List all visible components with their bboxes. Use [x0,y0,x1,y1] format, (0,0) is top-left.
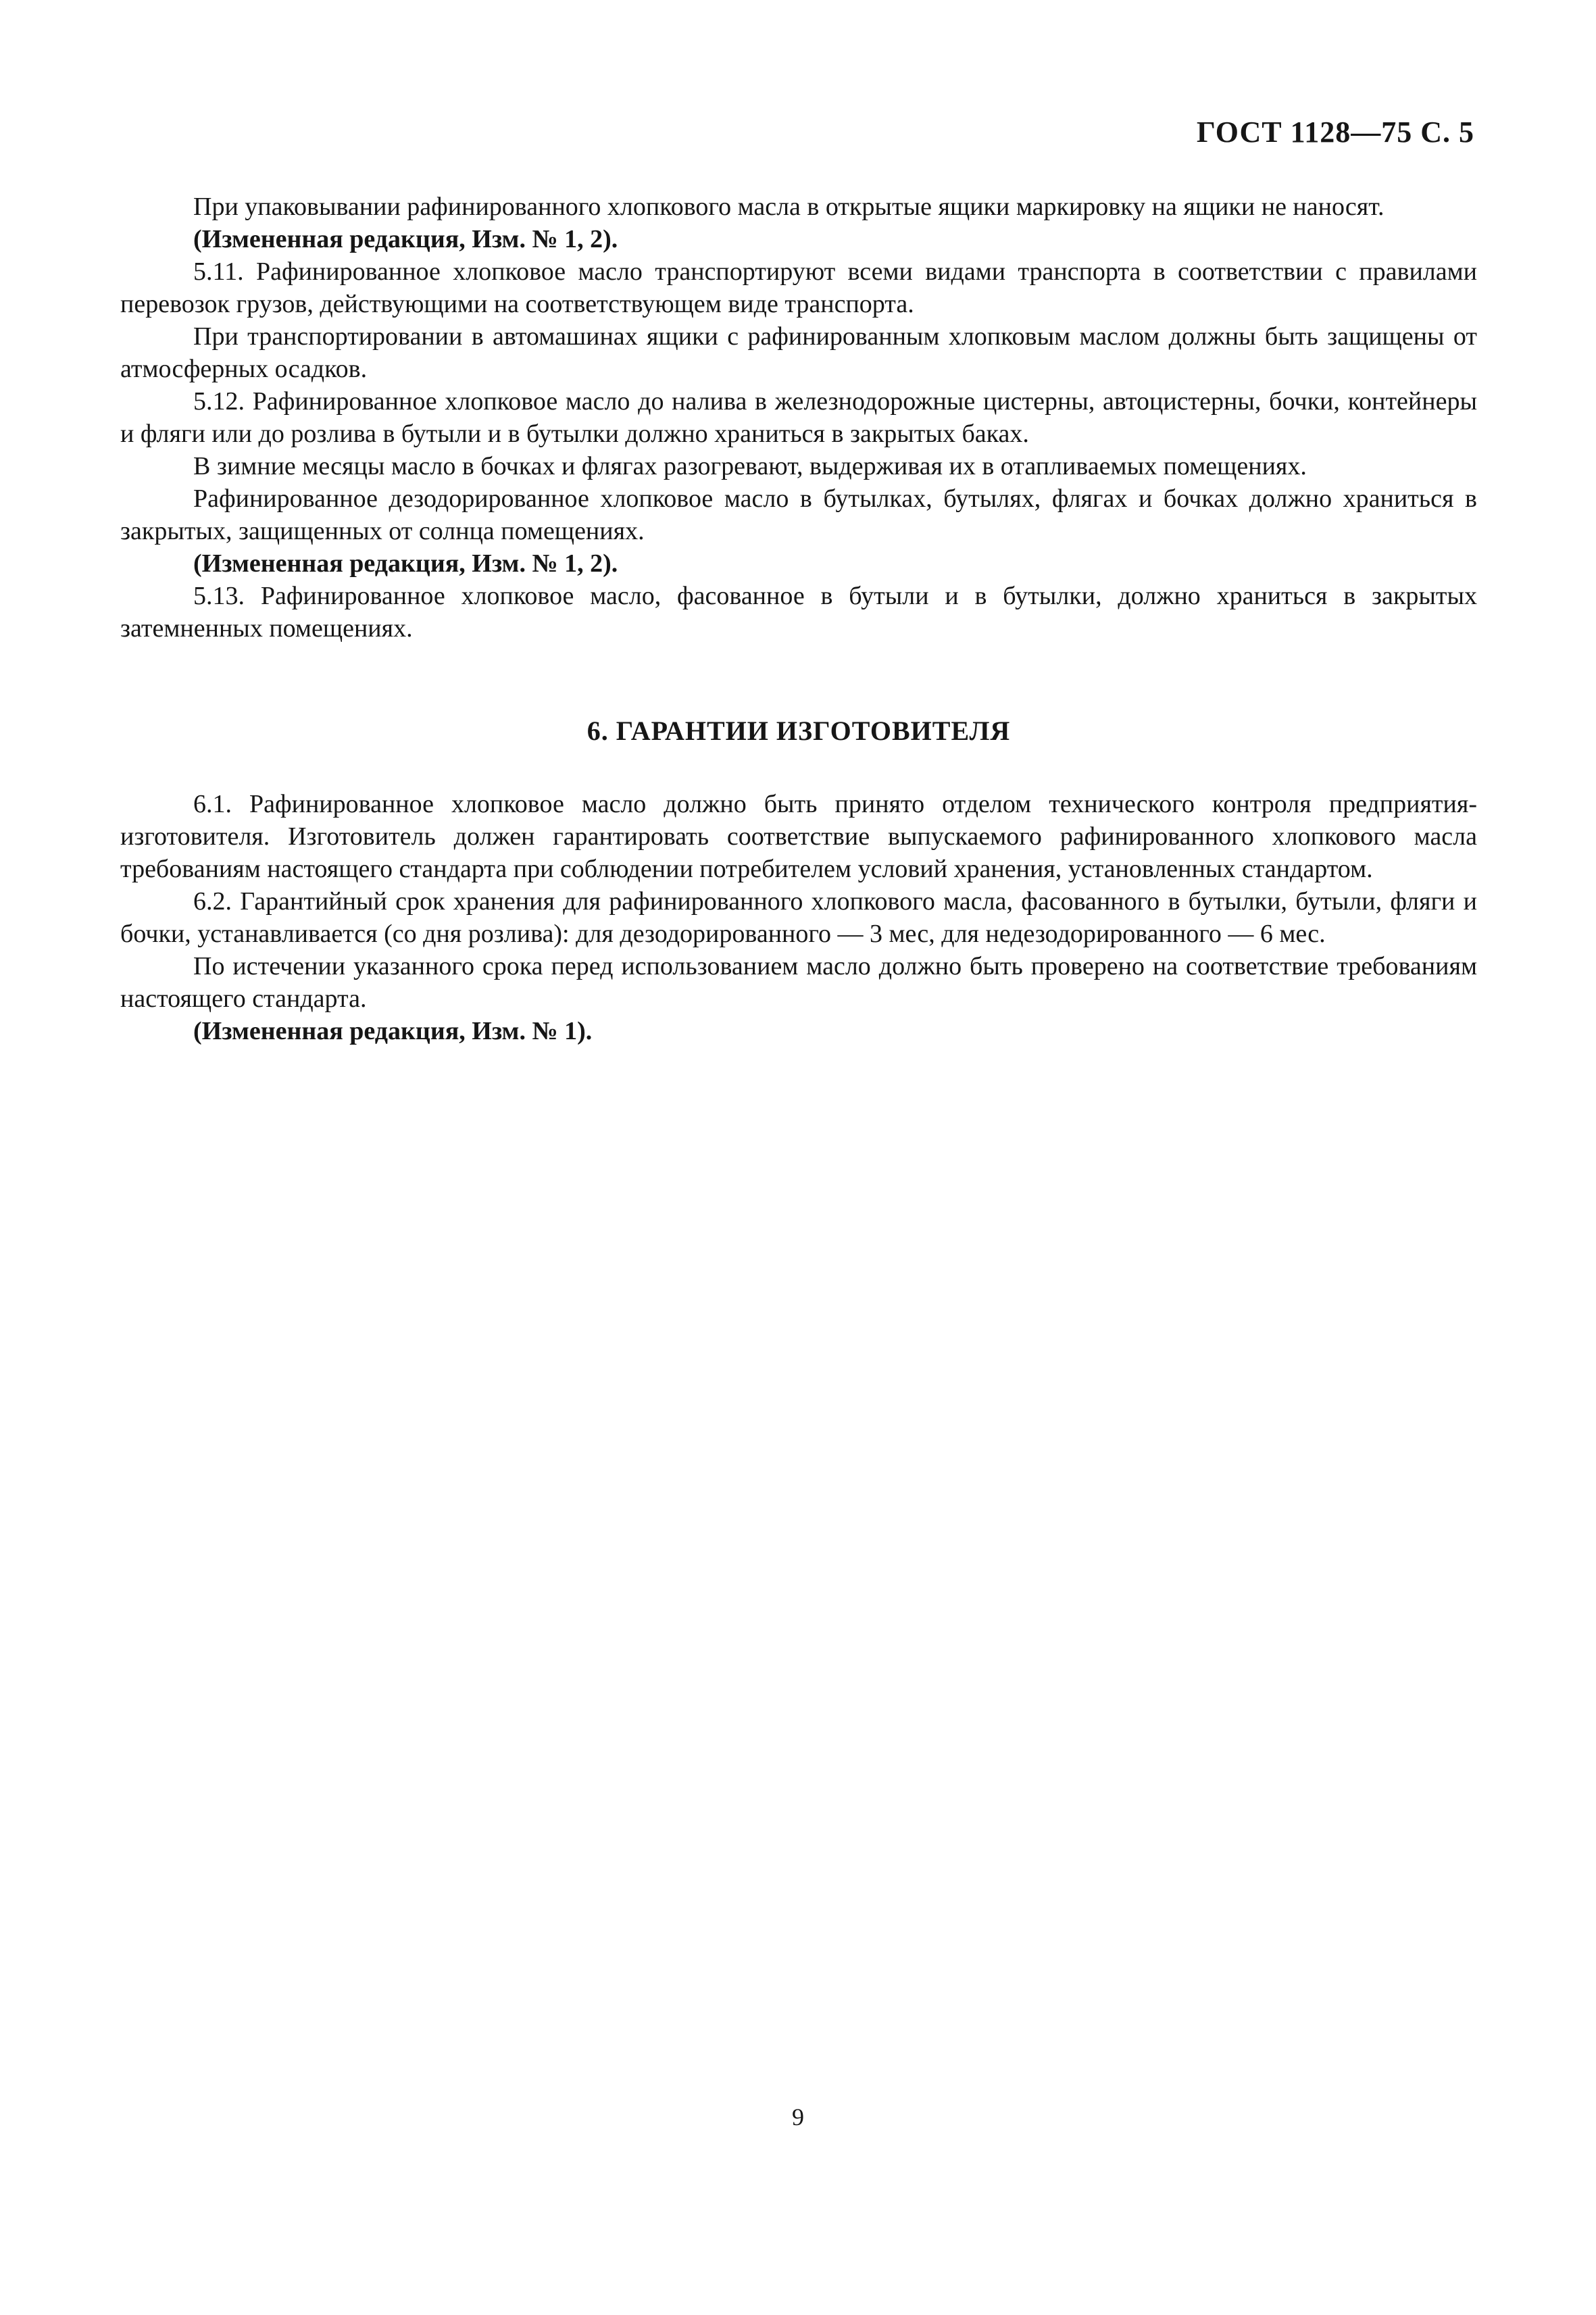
clause-6-2: 6.2. Гарантийный срок хранения для рафинированного хлопкового масла, фасованного в бутылки, бутыли, фляги и бочки, устанавливается (со дня розлива): для дезодорированного — 3 мес, для недезодорированного — 6 мес. [120,887,1477,948]
section-title: 6. ГАРАНТИИ ИЗГОТОВИТЕЛЯ [587,716,1011,746]
paragraph-deodorized-storage: Рафинированное дезодорированное хлопковое масло в бутылках, бутылях, флягах и бочках должно храниться в закрытых, защищенных от солнца помещениях. [120,484,1477,545]
page-header-standard: ГОСТ 1128—75 С. 5 [1196,116,1474,149]
amendment-note: (Измененная редакция, Изм. № 1). [193,1017,593,1045]
clause-5-11: 5.11. Рафинированное хлопковое масло транспортируют всеми видами транспорта в соответствии с правилами перевозок грузов, действующими на соответствующем виде транспорта. [120,257,1477,318]
clause-6-1: 6.1. Рафинированное хлопковое масло должно быть принято отделом технического контроля предприятия-изготовителя. Изготовитель должен гарантировать соответствие выпускаемого рафинированного хлопкового масла требованиям настоящего стандарта при соблюдении потребителем условий хранения, установленных стандартом. [120,790,1477,883]
paragraph-packing-open-boxes: При упаковывании рафинированного хлопкового масла в открытые ящики маркировку на ящики не наносят. [193,193,1385,221]
paragraph-winter-heating: В зимние месяцы масло в бочках и флягах разогревают, выдерживая их в отапливаемых помещениях. [193,452,1307,480]
amendment-note: (Измененная редакция, Изм. № 1, 2). [193,225,618,253]
paragraph-after-expiry: По истечении указанного срока перед использованием масло должно быть проверено на соответствие требованиям настоящего стандарта. [120,952,1477,1013]
paragraph-transport-protection: При транспортировании в автомашинах ящики с рафинированным хлопковым маслом должны быть защищены от атмосферных осадков. [120,322,1477,383]
clause-5-12: 5.12. Рафинированное хлопковое масло до налива в железнодорожные цистерны, автоцистерны, бочки, контейнеры и фляги или до розлива в бутыли и в бутылки должно храниться в закрытых баках. [120,387,1477,448]
page-number: 9 [792,2104,804,2131]
amendment-note: (Измененная редакция, Изм. № 1, 2). [193,549,618,578]
document-body [120,191,1477,1047]
clause-5-13: 5.13. Рафинированное хлопковое масло, фасованное в бутыли и в бутылки, должно храниться в закрытых затемненных помещениях. [120,582,1477,643]
